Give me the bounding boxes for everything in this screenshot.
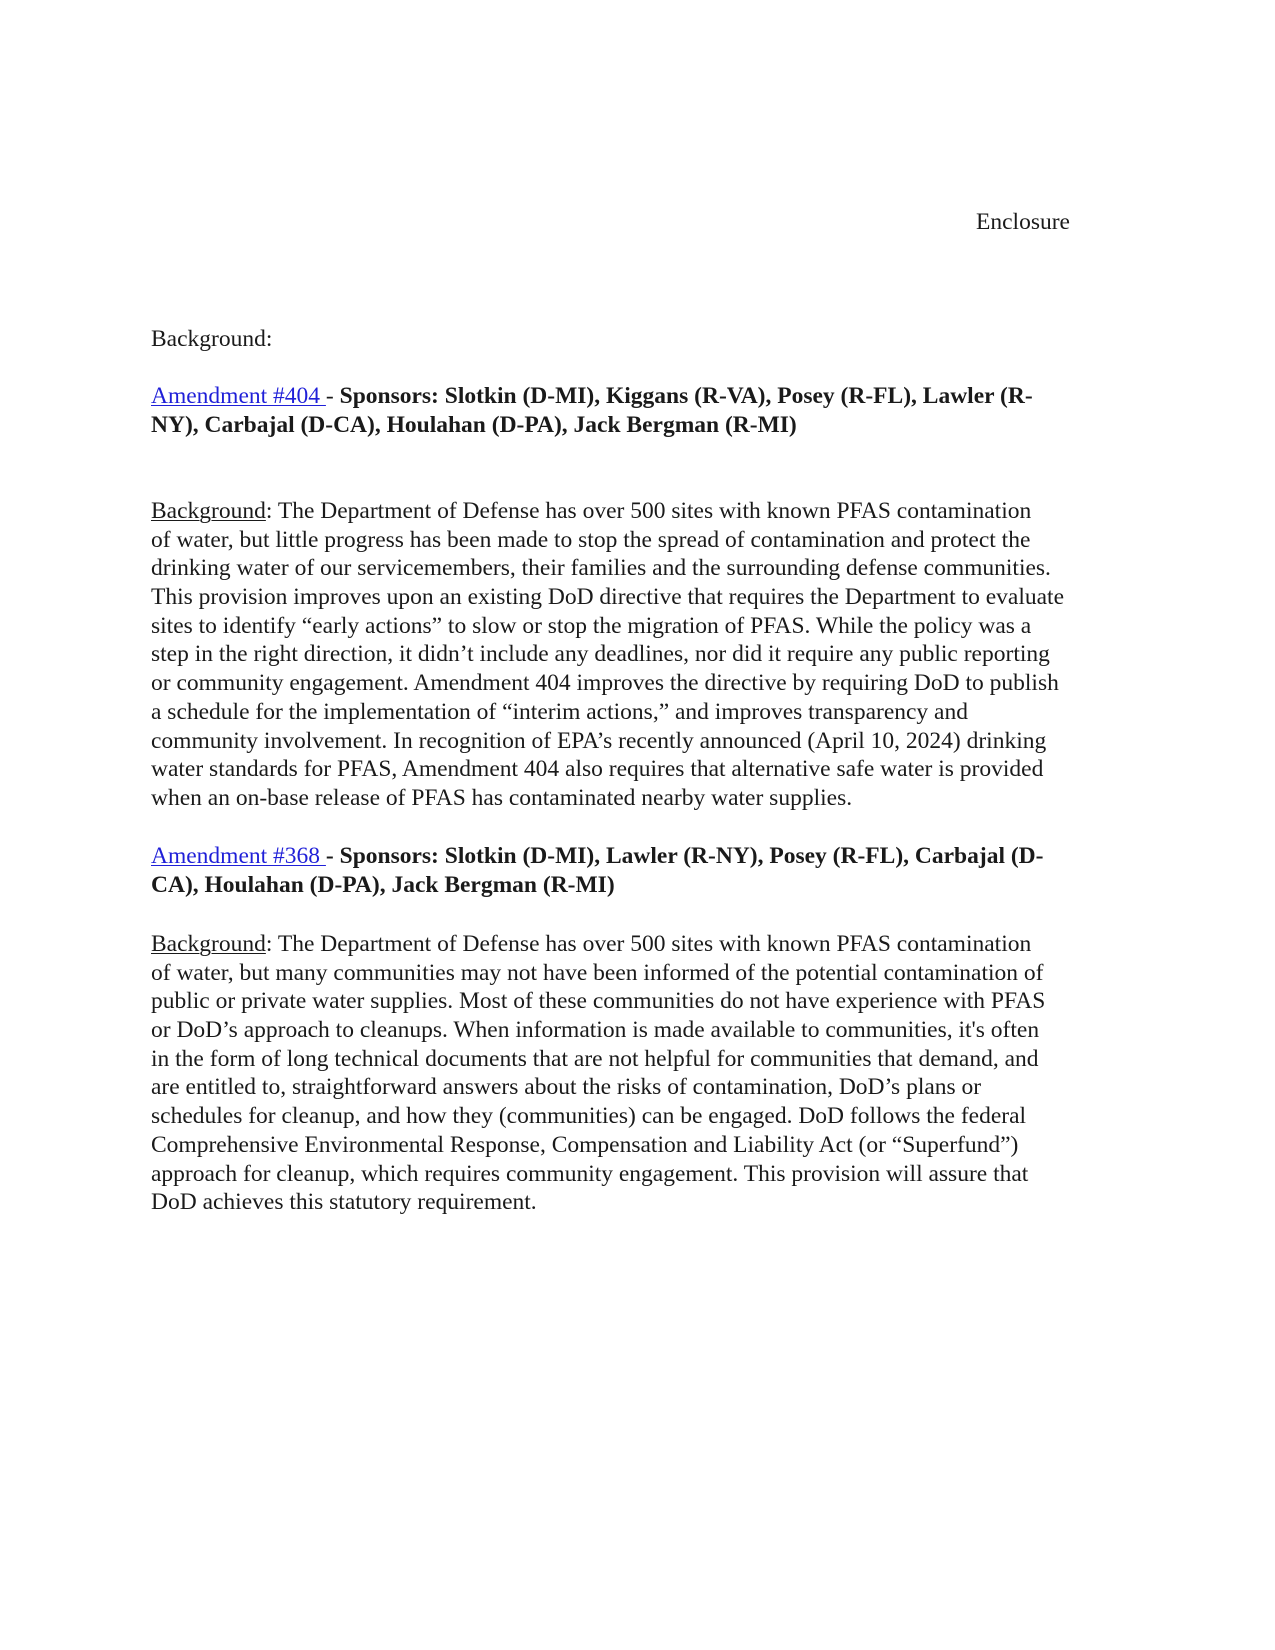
amendment-404-background-line-11: when an on-base release of PFAS has contaminated nearby water supplies. bbox=[151, 784, 853, 811]
amendment-404-background-text-1: : The Department of Defense has over 500 sites with known PFAS contamination bbox=[265, 498, 1032, 524]
amendment-368-sponsors-line-2: CA), Houlahan (D-PA), Jack Bergman (R-MI) bbox=[151, 871, 615, 898]
amendment-368-background-line-9: approach for cleanup, which requires community engagement. This provision will assure that bbox=[151, 1160, 1029, 1187]
amendment-368-background-line-1 bbox=[151, 930, 1131, 959]
amendment-404-background-line-4: This provision improves upon an existing DoD directive that requires the Department to evaluate bbox=[151, 584, 1065, 611]
amendment-368-header bbox=[151, 842, 1131, 899]
amendment-404-background-line-5: sites to identify “early actions” to slow or stop the migration of PFAS. While the policy was a bbox=[151, 612, 1032, 639]
amendment-368-background-line-6: are entitled to, straightforward answers about the risks of contamination, DoD’s plans or bbox=[151, 1074, 982, 1101]
amendment-404-sponsors-line-2: NY), Carbajal (D-CA), Houlahan (D-PA), Jack Bergman (R-MI) bbox=[151, 411, 797, 438]
amendment-368-header-line-1 bbox=[151, 842, 1131, 871]
amendment-404-background-line-7: or community engagement. Amendment 404 improves the directive by requiring DoD to publish bbox=[151, 670, 1059, 697]
amendment-368-link[interactable]: Amendment #368 bbox=[151, 843, 326, 869]
enclosure-label: Enclosure bbox=[976, 209, 1070, 235]
amendment-368-background-label: Background bbox=[151, 931, 266, 957]
amendment-404-header bbox=[151, 382, 1131, 439]
amendment-404-background-line-3: drinking water of our servicemembers, their families and the surrounding defense communities. bbox=[151, 555, 1051, 582]
amendment-404-background-line-1 bbox=[151, 497, 1131, 526]
amendment-404-background bbox=[151, 497, 1131, 813]
amendment-368-background bbox=[151, 930, 1131, 1217]
amendment-368-background-line-2: of water, but many communities may not have been informed of the potential contamination of bbox=[151, 959, 1044, 986]
amendment-368-background-line-7: schedules for cleanup, and how they (communities) can be engaged. DoD follows the federal bbox=[151, 1103, 1027, 1130]
amendment-368-background-line-10: DoD achieves this statutory requirement. bbox=[151, 1189, 537, 1216]
amendment-404-background-line-6: step in the right direction, it didn’t include any deadlines, nor did it require any public reporting bbox=[151, 641, 1050, 668]
amendment-368-background-line-3: public or private water supplies. Most of these communities do not have experience with PFAS bbox=[151, 988, 1046, 1015]
amendment-368-background-line-5: in the form of long technical documents that are not helpful for communities that demand, and bbox=[151, 1045, 1039, 1072]
amendment-404-separator: - bbox=[325, 383, 340, 409]
intro-background-label: Background: bbox=[151, 326, 273, 352]
amendment-368-background-text-1: : The Department of Defense has over 500 sites with known PFAS contamination bbox=[265, 931, 1032, 957]
amendment-404-sponsors-line-1: Sponsors: Slotkin (D-MI), Kiggans (R-VA), Posey (R-FL), Lawler (R- bbox=[339, 383, 1033, 409]
amendment-404-background-line-10: water standards for PFAS, Amendment 404 also requires that alternative safe water is provided bbox=[151, 756, 1044, 783]
amendment-368-background-line-8: Comprehensive Environmental Response, Compensation and Liability Act (or “Superfund”) bbox=[151, 1131, 1019, 1158]
amendment-404-background-line-9: community involvement. In recognition of EPA’s recently announced (April 10, 2024) drinking bbox=[151, 727, 1047, 754]
amendment-404-background-label: Background bbox=[151, 498, 266, 524]
amendment-404-background-line-8: a schedule for the implementation of “interim actions,” and improves transparency and bbox=[151, 698, 968, 725]
amendment-368-sponsors-line-1: Sponsors: Slotkin (D-MI), Lawler (R-NY), Posey (R-FL), Carbajal (D- bbox=[339, 843, 1044, 869]
amendment-404-header-line-1 bbox=[151, 382, 1131, 411]
amendment-404-background-line-2: of water, but little progress has been made to stop the spread of contamination and protect the bbox=[151, 526, 1031, 553]
amendment-404-link[interactable]: Amendment #404 bbox=[151, 383, 326, 409]
amendment-368-separator: - bbox=[325, 843, 340, 869]
amendment-368-background-line-4: or DoD’s approach to cleanups. When information is made available to communities, it's often bbox=[151, 1017, 1040, 1044]
